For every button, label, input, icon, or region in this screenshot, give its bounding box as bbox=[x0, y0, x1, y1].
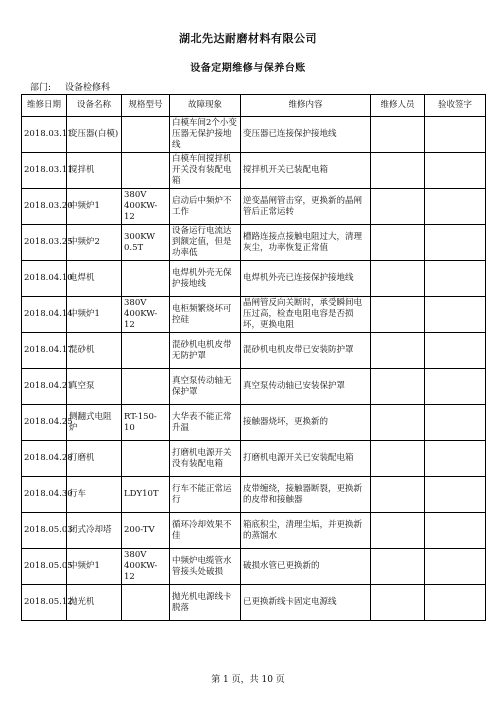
cell-acceptance-signature bbox=[425, 441, 486, 477]
cell-equipment-name: 中频炉1 bbox=[67, 189, 122, 225]
cell-equipment-name: 搅拌机 bbox=[67, 153, 122, 189]
cell-date: 2018.03.20 bbox=[22, 189, 67, 225]
header-acceptance-signature: 验收签字 bbox=[425, 95, 486, 117]
cell-date: 2018.04.30 bbox=[22, 477, 67, 513]
table-row bbox=[22, 405, 486, 441]
document-title: 设备定期维修与保养台账 bbox=[190, 63, 306, 74]
table-row bbox=[22, 297, 486, 333]
company-name: 湖北先达耐磨材料有限公司 bbox=[179, 32, 317, 45]
cell-repair-content: 混砂机电机皮带已安装防护罩 bbox=[241, 333, 371, 369]
table-row bbox=[22, 261, 486, 297]
cell-fault: 白模车间搅拌机开关没有装配电箱 bbox=[170, 153, 241, 189]
cell-acceptance-signature bbox=[425, 405, 486, 441]
cell-spec-model: 380V 400KW-12 bbox=[122, 549, 170, 585]
cell-equipment-name: 中频炉2 bbox=[67, 225, 122, 261]
cell-repair-staff bbox=[371, 333, 425, 369]
cell-date: 2018.05.05 bbox=[22, 549, 67, 585]
cell-equipment-name: 混砂机 bbox=[67, 333, 122, 369]
cell-equipment-name: 中频炉1 bbox=[67, 297, 122, 333]
header-date: 维修日期 bbox=[22, 95, 67, 117]
table-row bbox=[22, 117, 486, 153]
cell-repair-staff bbox=[371, 405, 425, 441]
table-row bbox=[22, 369, 486, 405]
cell-acceptance-signature bbox=[425, 189, 486, 225]
cell-repair-staff bbox=[371, 261, 425, 297]
department-label: 部门: bbox=[30, 83, 52, 93]
cell-date: 2018.04.14 bbox=[22, 297, 67, 333]
cell-acceptance-signature bbox=[425, 333, 486, 369]
cell-repair-content: 逆变晶闸管击穿，更换新的晶闸管后正常运转 bbox=[241, 189, 371, 225]
cell-repair-content: 已更换新线卡固定电源线 bbox=[241, 585, 371, 621]
cell-repair-content: 晶闸管反向关断时，承受瞬间电压过高，检查电阻电容是否损坏，更换电阻 bbox=[241, 297, 371, 333]
table-row bbox=[22, 477, 486, 513]
cell-repair-content: 接触器烧坏，更换新的 bbox=[241, 405, 371, 441]
cell-repair-content: 搅拌机开关已装配电箱 bbox=[241, 153, 371, 189]
cell-repair-content: 电焊机外壳已连接保护接地线 bbox=[241, 261, 371, 297]
cell-date: 2018.05.12 bbox=[22, 585, 67, 621]
cell-acceptance-signature bbox=[425, 477, 486, 513]
cell-equipment-name: 闭式冷却塔 bbox=[67, 513, 122, 549]
cell-spec-model: 380V 400KW-12 bbox=[122, 189, 170, 225]
cell-spec-model: LDY10T bbox=[122, 477, 170, 513]
cell-repair-staff bbox=[371, 225, 425, 261]
table-row bbox=[22, 153, 486, 189]
cell-equipment-name: 侧翻式电阻炉 bbox=[67, 405, 122, 441]
header-repair-content: 维修内容 bbox=[241, 95, 371, 117]
cell-date: 2018.04.28 bbox=[22, 441, 67, 477]
cell-fault: 行车不能正常运行 bbox=[170, 477, 241, 513]
cell-date: 2018.05.03 bbox=[22, 513, 67, 549]
cell-spec-model: 380V 400KW-12 bbox=[122, 297, 170, 333]
cell-repair-content: 箱底积尘，清理尘垢，并更换新的蒸馏水 bbox=[241, 513, 371, 549]
table-row bbox=[22, 225, 486, 261]
cell-fault: 启动后中频炉不工作 bbox=[170, 189, 241, 225]
cell-fault: 抛光机电源线卡脱落 bbox=[170, 585, 241, 621]
cell-acceptance-signature bbox=[425, 585, 486, 621]
cell-equipment-name: 变压器(白模) bbox=[67, 117, 122, 153]
cell-repair-staff bbox=[371, 153, 425, 189]
cell-date: 2018.04.17 bbox=[22, 333, 67, 369]
table-row bbox=[22, 513, 486, 549]
cell-equipment-name: 中频炉1 bbox=[67, 549, 122, 585]
ledger-body bbox=[22, 117, 486, 621]
cell-acceptance-signature bbox=[425, 225, 486, 261]
cell-spec-model bbox=[122, 261, 170, 297]
cell-repair-staff bbox=[371, 189, 425, 225]
cell-repair-staff bbox=[371, 117, 425, 153]
cell-equipment-name: 抛光机 bbox=[67, 585, 122, 621]
header-fault: 故障现象 bbox=[170, 95, 241, 117]
cell-fault: 大华表不能正常升温 bbox=[170, 405, 241, 441]
cell-repair-staff bbox=[371, 585, 425, 621]
header-row bbox=[22, 95, 486, 117]
table-row bbox=[22, 585, 486, 621]
cell-repair-staff bbox=[371, 297, 425, 333]
cell-repair-content: 真空泵传动轴已安装保护罩 bbox=[241, 369, 371, 405]
cell-repair-content: 破损水管已更换新的 bbox=[241, 549, 371, 585]
cell-acceptance-signature bbox=[425, 549, 486, 585]
cell-date: 2018.03.11 bbox=[22, 153, 67, 189]
cell-spec-model bbox=[122, 585, 170, 621]
cell-repair-staff bbox=[371, 549, 425, 585]
cell-spec-model bbox=[122, 369, 170, 405]
maintenance-ledger-table bbox=[21, 94, 486, 621]
cell-repair-staff bbox=[371, 513, 425, 549]
table-row bbox=[22, 549, 486, 585]
cell-date: 2018.04.21 bbox=[22, 369, 67, 405]
cell-acceptance-signature bbox=[425, 513, 486, 549]
cell-spec-model: 200-TV bbox=[122, 513, 170, 549]
cell-fault: 电焊机外壳无保护接地线 bbox=[170, 261, 241, 297]
cell-fault: 设备运行电流达到额定值，但是功率低 bbox=[170, 225, 241, 261]
cell-equipment-name: 电焊机 bbox=[67, 261, 122, 297]
cell-spec-model: 300KW 0.5T bbox=[122, 225, 170, 261]
header-repair-staff: 维修人员 bbox=[371, 95, 425, 117]
header-equipment-name: 设备名称 bbox=[67, 95, 122, 117]
cell-acceptance-signature bbox=[425, 261, 486, 297]
cell-fault: 打磨机电源开关没有装配电箱 bbox=[170, 441, 241, 477]
cell-equipment-name: 行车 bbox=[67, 477, 122, 513]
table-row bbox=[22, 189, 486, 225]
cell-repair-staff bbox=[371, 369, 425, 405]
cell-repair-content: 皮带缠绕，接触器断裂，更换新的皮带和接触器 bbox=[241, 477, 371, 513]
cell-repair-content: 变压器已连接保护接地线 bbox=[241, 117, 371, 153]
header-spec-model: 规格型号 bbox=[122, 95, 170, 117]
cell-equipment-name: 真空泵 bbox=[67, 369, 122, 405]
department-value: 设备检修科 bbox=[65, 83, 111, 93]
cell-spec-model bbox=[122, 117, 170, 153]
cell-spec-model bbox=[122, 153, 170, 189]
cell-fault: 电柜频繁烧坏可控硅 bbox=[170, 297, 241, 333]
page-footer: 第 1 页，共 10 页 bbox=[211, 675, 285, 685]
cell-date: 2018.03.11 bbox=[22, 117, 67, 153]
cell-repair-staff bbox=[371, 477, 425, 513]
cell-repair-staff bbox=[371, 441, 425, 477]
cell-spec-model: RT-150-10 bbox=[122, 405, 170, 441]
cell-date: 2018.03.25 bbox=[22, 225, 67, 261]
cell-repair-content: 打磨机电源开关已安装配电箱 bbox=[241, 441, 371, 477]
cell-fault: 混砂机电机皮带无防护罩 bbox=[170, 333, 241, 369]
cell-repair-content: 槽路连接点接触电阻过大，清理灰尘，功率恢复正常值 bbox=[241, 225, 371, 261]
cell-acceptance-signature bbox=[425, 117, 486, 153]
cell-fault: 白模车间2个小变压器无保护接地线 bbox=[170, 117, 241, 153]
table-row bbox=[22, 333, 486, 369]
cell-acceptance-signature bbox=[425, 153, 486, 189]
cell-acceptance-signature bbox=[425, 297, 486, 333]
cell-date: 2018.04.25 bbox=[22, 405, 67, 441]
cell-fault: 循环冷却效果不佳 bbox=[170, 513, 241, 549]
cell-spec-model bbox=[122, 333, 170, 369]
cell-fault: 中频炉电缆管水管接头处破损 bbox=[170, 549, 241, 585]
department-line bbox=[30, 80, 110, 93]
cell-fault: 真空泵传动轴无保护罩 bbox=[170, 369, 241, 405]
cell-spec-model bbox=[122, 441, 170, 477]
table-row bbox=[22, 441, 486, 477]
cell-date: 2018.04.10 bbox=[22, 261, 67, 297]
cell-acceptance-signature bbox=[425, 369, 486, 405]
cell-equipment-name: 打磨机 bbox=[67, 441, 122, 477]
